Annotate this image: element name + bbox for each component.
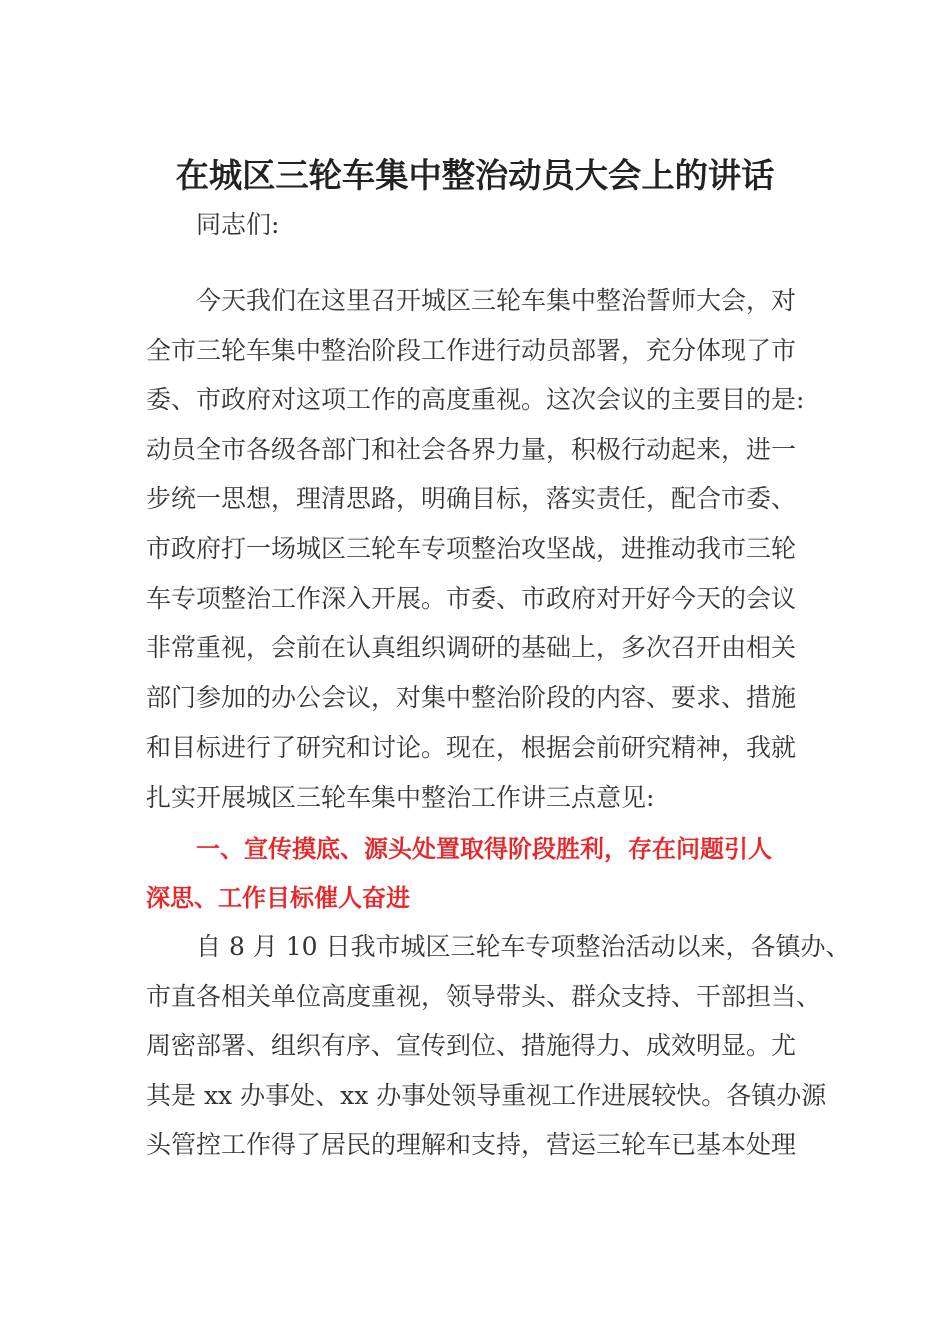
paragraph-line: 车专项整治工作深入开展。市委、市政府对开好今天的会议	[146, 584, 797, 613]
paragraph-line: 全市三轮车集中整治阶段工作进行动员部署，充分体现了市	[146, 336, 797, 365]
paragraph-line: 周密部署、组织有序、宣传到位、措施得力、成效明显。尤	[146, 1031, 797, 1060]
section-heading-line: 深思、工作目标催人奋进	[146, 884, 410, 912]
paragraph-line: 非常重视，会前在认真组织调研的基础上，多次召开由相关	[146, 633, 797, 662]
paragraph-line: 今天我们在这里召开城区三轮车集中整治誓师大会，对	[196, 286, 797, 315]
document-title: 在城区三轮车集中整治动员大会上的讲话	[175, 156, 775, 195]
section-heading-line: 一、宣传摸底、源头处置取得阶段胜利，存在问题引人	[196, 835, 772, 863]
paragraph-line: 头管控工作得了居民的理解和支持，营运三轮车已基本处理	[146, 1130, 797, 1159]
paragraph-line: 扎实开展城区三轮车集中整治工作讲三点意见:	[146, 783, 655, 812]
paragraph-line: 委、市政府对这项工作的高度重视。这次会议的主要目的是:	[146, 385, 805, 414]
paragraph-line: 市政府打一场城区三轮车专项整治攻坚战，进推动我市三轮	[146, 534, 797, 563]
paragraph-line: 步统一思想，理清思路，明确目标，落实责任，配合市委、	[146, 484, 797, 513]
paragraph-line: 部门参加的办公会议，对集中整治阶段的内容、要求、措施	[146, 683, 797, 712]
paragraph-line: 和目标进行了研究和讨论。现在，根据会前研究精神，我就	[146, 733, 797, 762]
paragraph-line: 市直各相关单位高度重视，领导带头、群众支持、干部担当、	[146, 982, 822, 1011]
paragraph-line: 同志们:	[196, 210, 280, 239]
paragraph-line: 动员全市各级各部门和社会各界力量，积极行动起来，进一	[146, 435, 797, 464]
paragraph-line: 其是 xx 办事处、xx 办事处领导重视工作进展较快。各镇办源	[146, 1081, 827, 1110]
paragraph-line: 自 8 月 10 日我市城区三轮车专项整治活动以来，各镇办、	[196, 932, 851, 961]
